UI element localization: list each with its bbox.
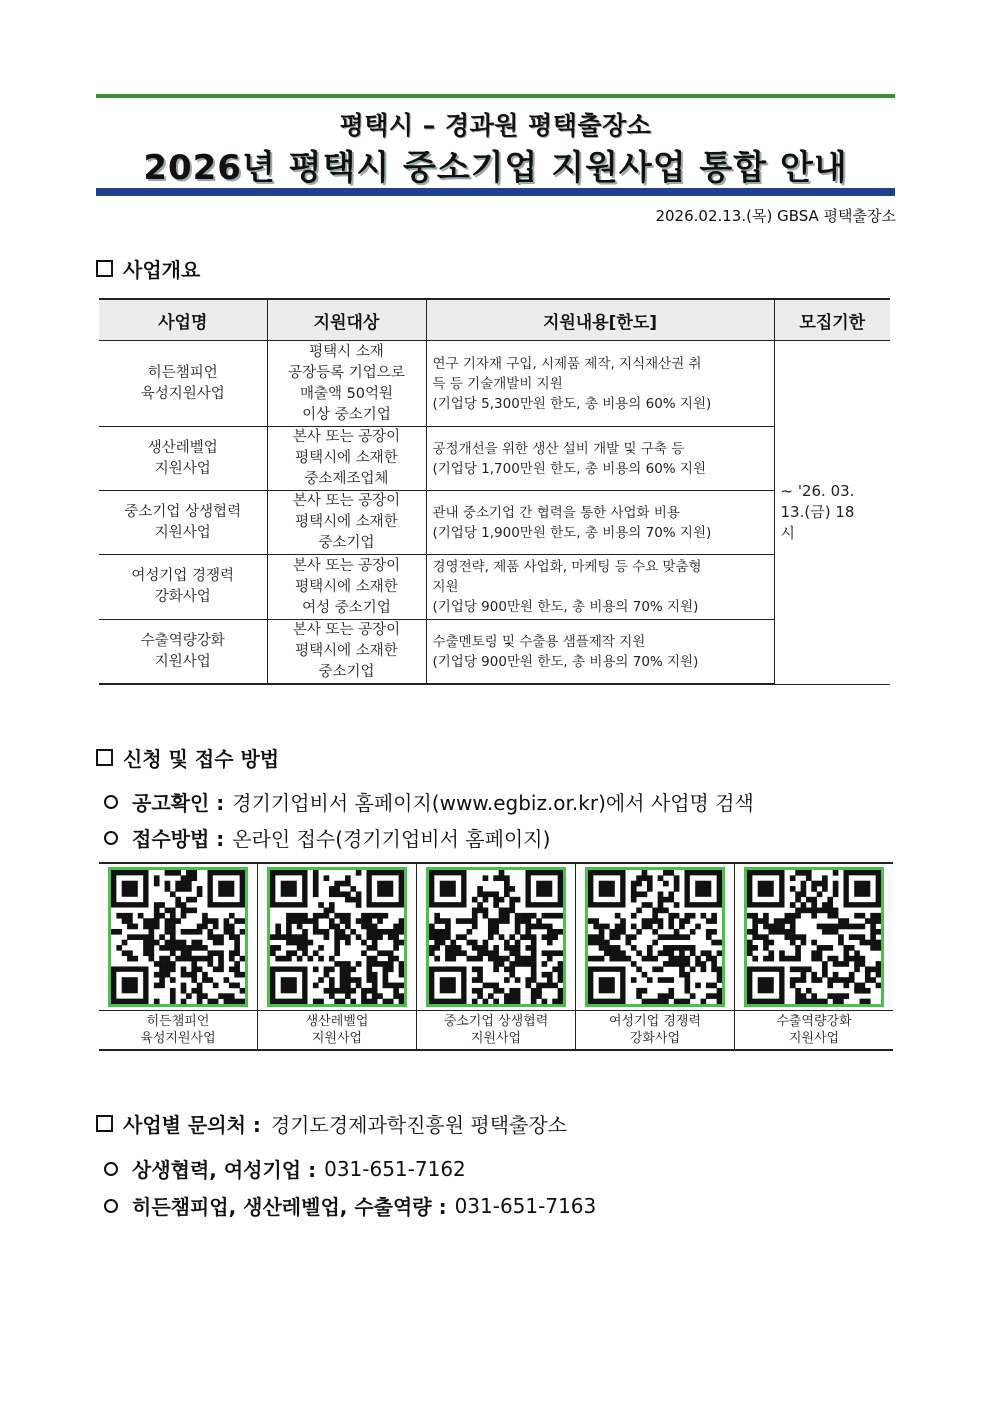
col-header: 지원내용[한도] bbox=[426, 299, 774, 341]
method-line bbox=[104, 823, 550, 852]
table-header-row bbox=[99, 299, 890, 341]
checkbox-square-icon bbox=[96, 260, 113, 277]
program-target: 본사 또는 공장이 평택시에 소재한 중소기업 bbox=[267, 620, 426, 685]
col-header: 지원대상 bbox=[267, 299, 426, 341]
top-green-rule bbox=[96, 94, 895, 98]
program-name: 여성기업 경쟁력 강화사업 bbox=[99, 555, 267, 620]
document-subtitle: 평택시 – 경과원 평택출장소 bbox=[339, 111, 652, 140]
section-label: 사업별 문의처 : bbox=[123, 1113, 261, 1137]
section-contact-heading bbox=[96, 1109, 567, 1138]
qr-caption: 중소기업 상생협력 지원사업 bbox=[417, 1011, 576, 1051]
col-header: 모집기한 bbox=[774, 299, 890, 341]
program-name: 히든챔피언 육성지원사업 bbox=[99, 341, 267, 427]
checkbox-square-icon bbox=[96, 749, 113, 766]
contact-line-2 bbox=[104, 1191, 596, 1220]
contact-org: 경기도경제과학진흥원 평택출장소 bbox=[270, 1113, 568, 1137]
overview-table bbox=[99, 298, 890, 685]
qr-pattern bbox=[747, 870, 881, 1004]
program-content: 수출멘토링 및 수출용 샘플제작 지원 (기업당 900만원 한도, 총 비용의 70% 지원) bbox=[426, 620, 774, 685]
table-row bbox=[99, 555, 890, 620]
contact-label: 상생협력, 여성기업 : bbox=[132, 1158, 317, 1182]
qr-caption: 여성기업 경쟁력 강화사업 bbox=[576, 1011, 735, 1051]
qr-code-table bbox=[99, 862, 893, 1051]
recruit-deadline: ~ '26. 03. 13.(금) 18 시 bbox=[774, 341, 890, 685]
qr-pattern bbox=[429, 870, 563, 1004]
program-name: 생산레벨업 지원사업 bbox=[99, 427, 267, 491]
col-header: 사업명 bbox=[99, 299, 267, 341]
contact-line-1 bbox=[104, 1154, 466, 1183]
qr-pattern bbox=[270, 870, 404, 1004]
bottom-blue-rule bbox=[96, 188, 895, 196]
circle-bullet-icon bbox=[104, 1162, 118, 1176]
qr-pattern bbox=[111, 870, 245, 1004]
table-row bbox=[99, 341, 890, 427]
qr-caption: 수출역량강화 지원사업 bbox=[735, 1011, 894, 1051]
program-target: 본사 또는 공장이 평택시에 소재한 중소제조업체 bbox=[267, 427, 426, 491]
notice-line bbox=[104, 787, 754, 816]
contact-label: 히든챔피업, 생산레벨업, 수출역량 : bbox=[132, 1195, 447, 1219]
qr-code-icon[interactable] bbox=[267, 867, 407, 1007]
circle-bullet-icon bbox=[104, 831, 118, 845]
table-row bbox=[99, 620, 890, 685]
program-target: 본사 또는 공장이 평택시에 소재한 중소기업 bbox=[267, 491, 426, 555]
notice-text: 경기기업비서 홈페이지(www.egbiz.or.kr)에서 사업명 검색 bbox=[232, 791, 754, 815]
method-text: 온라인 접수(경기기업비서 홈페이지) bbox=[232, 827, 551, 851]
table-row bbox=[99, 491, 890, 555]
section-label: 사업개요 bbox=[123, 258, 201, 282]
issue-date: 2026.02.13.(목) GBSA 평택출장소 bbox=[655, 207, 896, 225]
program-name: 수출역량강화 지원사업 bbox=[99, 620, 267, 685]
qr-code-icon[interactable] bbox=[744, 867, 884, 1007]
section-label: 신청 및 접수 방법 bbox=[123, 747, 280, 771]
method-label: 접수방법 : bbox=[132, 827, 225, 851]
section-apply-heading bbox=[96, 743, 279, 772]
program-content: 연구 기자재 구입, 시제품 제작, 지식재산권 취 득 등 기술개발비 지원 (기업당 5,300만원 한도, 총 비용의 60% 지원) bbox=[426, 341, 774, 427]
circle-bullet-icon bbox=[104, 1199, 118, 1213]
program-content: 관내 중소기업 간 협력을 통한 사업화 비용 (기업당 1,900만원 한도, 총 비용의 70% 지원) bbox=[426, 491, 774, 555]
program-name: 중소기업 상생협력 지원사업 bbox=[99, 491, 267, 555]
circle-bullet-icon bbox=[104, 795, 118, 809]
section-overview-heading bbox=[96, 254, 200, 283]
qr-code-icon[interactable] bbox=[426, 867, 566, 1007]
contact-phone[interactable]: 031-651-7163 bbox=[454, 1193, 597, 1218]
table-row bbox=[99, 427, 890, 491]
qr-code-icon[interactable] bbox=[108, 867, 248, 1007]
program-content: 공정개선을 위한 생산 설비 개발 및 구축 등 (기업당 1,700만원 한도, 총 비용의 60% 지원 bbox=[426, 427, 774, 491]
program-content: 경영전략, 제품 사업화, 마케팅 등 수요 맞춤형 지원 (기업당 900만원 한도, 총 비용의 70% 지원) bbox=[426, 555, 774, 620]
document-title: 2026년 평택시 중소기업 지원사업 통합 안내 bbox=[143, 148, 848, 188]
qr-caption: 생산레벨업 지원사업 bbox=[258, 1011, 417, 1051]
checkbox-square-icon bbox=[96, 1115, 113, 1132]
contact-phone[interactable]: 031-651-7162 bbox=[324, 1156, 466, 1181]
program-target: 평택시 소재 공장등록 기업으로 매출액 50억원 이상 중소기업 bbox=[267, 341, 426, 427]
qr-code-icon[interactable] bbox=[585, 867, 725, 1007]
notice-label: 공고확인 : bbox=[132, 791, 225, 815]
program-target: 본사 또는 공장이 평택시에 소재한 여성 중소기업 bbox=[267, 555, 426, 620]
qr-caption: 히든챔피언 육성지원사업 bbox=[99, 1011, 258, 1051]
qr-pattern bbox=[588, 870, 722, 1004]
